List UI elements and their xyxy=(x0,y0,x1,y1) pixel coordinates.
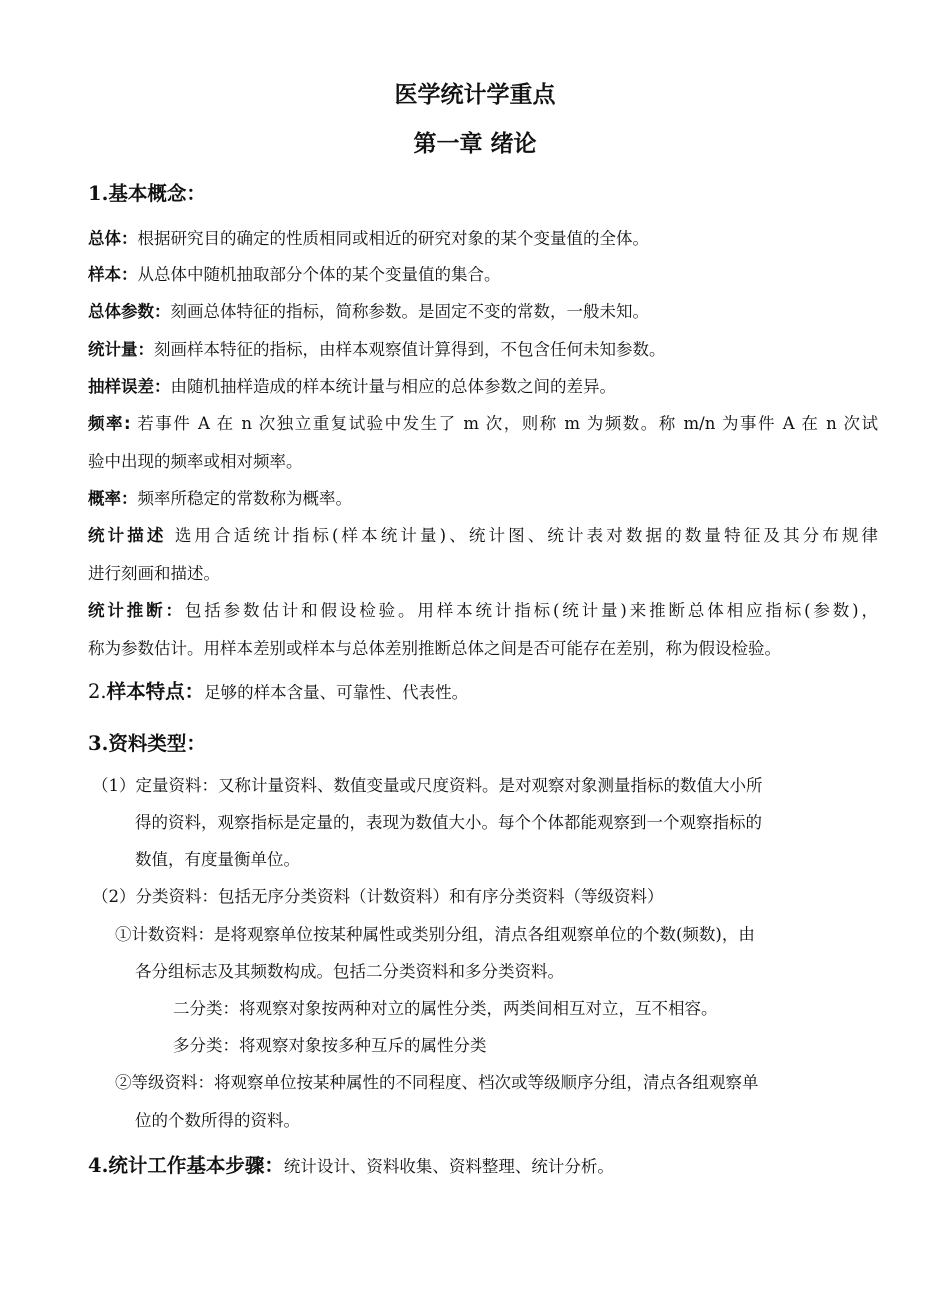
definition-term: 样本： xyxy=(88,265,138,284)
section-4-heading xyxy=(88,1152,878,1181)
count-data-line-1: ①计数资料：是将观察单位按某种属性或类别分组，清点各组观察单位的个数(频数)，由 xyxy=(115,925,755,944)
section-number: 2. xyxy=(88,680,107,703)
definition-term: 统计量： xyxy=(88,340,154,359)
definition-term: 总体： xyxy=(88,229,138,248)
quantitative-data-line-3: 数值，有度量衡单位。 xyxy=(135,850,300,869)
definition-statistic xyxy=(88,338,878,362)
section-3-heading xyxy=(88,730,878,758)
multi-classification-line: 多分类：将观察对象按多种互斥的属性分类 xyxy=(173,1036,487,1055)
section-title: 样本特点： xyxy=(106,680,205,703)
definition-text: 根据研究目的确定的性质相同或相近的研究对象的某个变量值的全体。 xyxy=(137,229,649,248)
definition-descriptive-statistics xyxy=(88,524,878,548)
definition-text: 频率所稳定的常数称为概率。 xyxy=(137,489,352,508)
section-number: 3. xyxy=(88,732,109,755)
section-number: 1. xyxy=(88,182,109,205)
definition-descriptive-statistics-cont: 进行刻画和描述。 xyxy=(88,564,220,583)
definition-term: 统计推断： xyxy=(88,601,185,620)
ordinal-data-line-2: 位的个数所得的资料。 xyxy=(135,1111,300,1130)
definition-term: 总体参数： xyxy=(88,302,171,321)
section-title: 基本概念： xyxy=(108,182,206,205)
definition-term: 频率: xyxy=(88,414,131,433)
definition-text: 选用合适统计指标(样本统计量)、统计图、统计表对数据的数量特征及其分布规律 xyxy=(166,526,879,545)
definition-frequency xyxy=(88,412,878,436)
definition-probability xyxy=(88,487,878,511)
count-data-line-2: 各分组标志及其频数构成。包括二分类资料和多分类资料。 xyxy=(135,962,564,981)
definition-text: 刻画总体特征的指标，简称参数。是固定不变的常数，一般未知。 xyxy=(170,302,649,321)
definition-text: 刻画样本特征的指标，由样本观察值计算得到，不包含任何未知参数。 xyxy=(154,340,666,359)
definition-frequency-cont: 验中出现的频率或相对频率。 xyxy=(88,452,303,471)
chapter-heading: 第一章 绪论 xyxy=(413,130,537,157)
section-1-heading xyxy=(88,180,878,208)
definition-statistical-inference xyxy=(88,599,878,623)
quantitative-data-line-1: （1）定量资料：又称计量资料、数值变量或尺度资料。是对观察对象测量指标的数值大小所 xyxy=(92,776,763,795)
section-title: 统计工作基本步骤： xyxy=(108,1154,284,1177)
section-title: 资料类型： xyxy=(108,732,206,755)
definition-text: 由随机抽样造成的样本统计量与相应的总体参数之间的差异。 xyxy=(170,377,616,396)
definition-text: 若事件 A 在 n 次独立重复试验中发生了 m 次，则称 m 为频数。称 m/n 为事件 A 在 n 次试 xyxy=(130,414,878,433)
definition-term: 概率： xyxy=(88,489,138,508)
ordinal-data-line-1: ②等级资料：将观察单位按某种属性的不同程度、档次或等级顺序分组，清点各组观察单 xyxy=(115,1073,759,1092)
definition-parameter xyxy=(88,300,878,324)
quantitative-data-line-2: 得的资料，观察指标是定量的，表现为数值大小。每个个体都能观察到一个观察指标的 xyxy=(135,813,762,832)
section-number: 4. xyxy=(88,1154,109,1177)
categorical-data-line: （2）分类资料：包括无序分类资料（计数资料）和有序分类资料（等级资料） xyxy=(92,887,664,906)
section-2-heading xyxy=(88,678,878,707)
definition-term: 统计描述 xyxy=(88,526,167,545)
binary-classification-line: 二分类：将观察对象按两种对立的属性分类，两类间相互对立，互不相容。 xyxy=(173,999,718,1018)
definition-statistical-inference-cont: 称为参数估计。用样本差别或样本与总体差别推断总体之间是否可能存在差别，称为假设检验。 xyxy=(88,639,781,658)
definition-text: 包括参数估计和假设检验。用样本统计指标(统计量)来推断总体相应指标(参数)， xyxy=(184,601,878,620)
definition-text: 从总体中随机抽取部分个体的某个变量值的集合。 xyxy=(137,265,501,284)
document-title: 医学统计学重点 xyxy=(394,81,556,108)
definition-sampling-error xyxy=(88,375,878,399)
definition-sample xyxy=(88,263,878,287)
definition-population xyxy=(88,227,878,251)
section-text: 足够的样本含量、可靠性、代表性。 xyxy=(204,683,469,702)
definition-term: 抽样误差： xyxy=(88,377,171,396)
section-text: 统计设计、资料收集、资料整理、统计分析。 xyxy=(283,1157,614,1176)
